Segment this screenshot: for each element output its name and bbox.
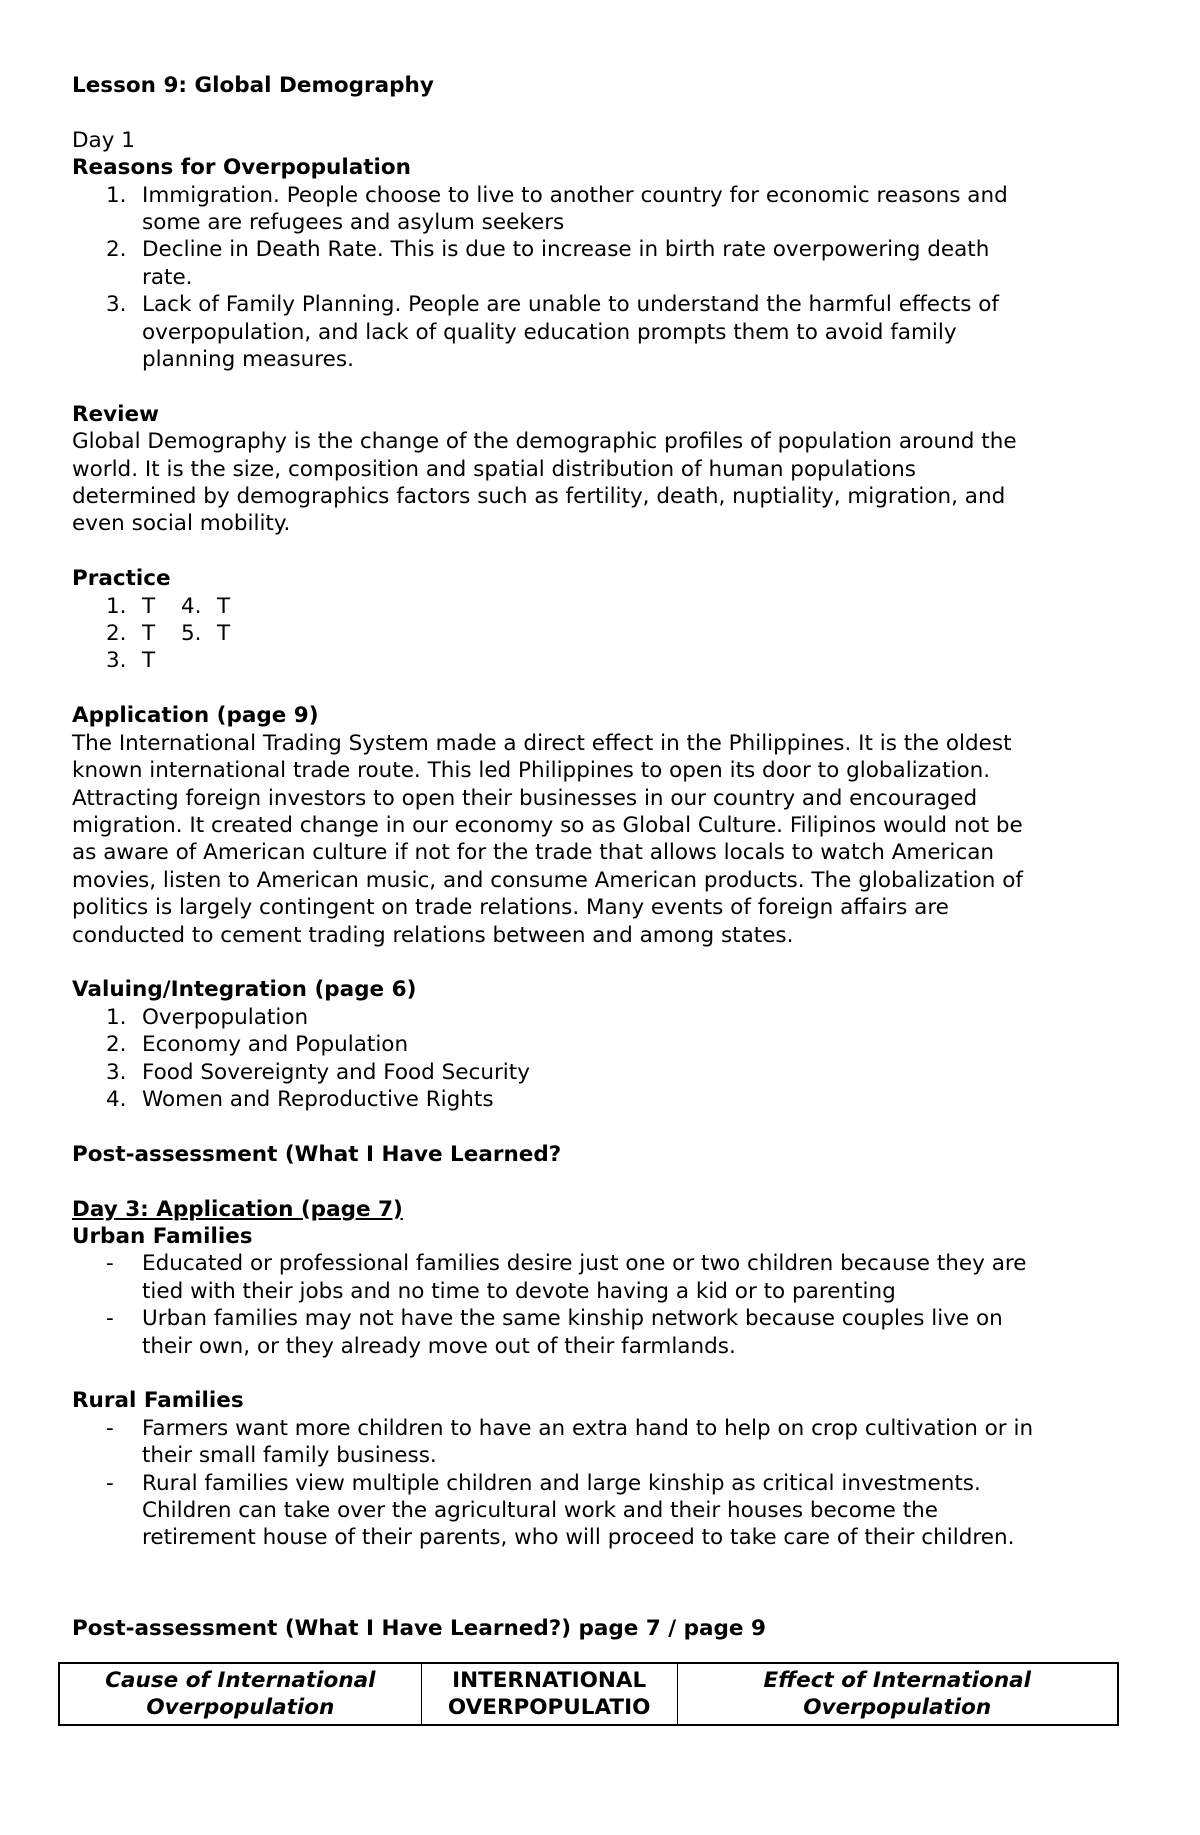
list-number: 2. [106, 237, 127, 263]
list-number: 2. [106, 1032, 127, 1058]
list-item [72, 1415, 1132, 1470]
spacer [72, 1579, 1132, 1615]
application-paragraph [72, 730, 1132, 949]
reasons-heading: Reasons for Overpopulation [72, 155, 411, 181]
list-item [72, 1031, 1132, 1058]
spacer [72, 373, 1132, 400]
list-item [72, 1470, 1132, 1552]
valuing-list [72, 1004, 1132, 1114]
list-text: Urban families may not have the same kinship network because couples live on [142, 1306, 1003, 1332]
rural-families-heading: Rural Families [72, 1388, 244, 1414]
list-text: overpopulation, and lack of quality education prompts them to avoid family [142, 319, 957, 345]
list-text: rate. [142, 264, 193, 290]
list-text: Immigration. People choose to live to another country for economic reasons and [142, 182, 1008, 208]
list-item [72, 1305, 1132, 1360]
spacer [72, 538, 1132, 565]
list-text: Children can take over the agricultural work and their houses become the [142, 1498, 939, 1523]
paragraph-line: migration. It created change in our economy so as Global Culture. Filipinos would not be [72, 812, 1023, 838]
list-text: Lack of Family Planning. People are unable to understand the harmful effects of [142, 292, 999, 318]
dash-bullet-icon: - [106, 1470, 114, 1496]
practice-column-2 [181, 593, 256, 675]
document-page [72, 72, 1132, 1643]
practice-column-1 [72, 593, 181, 675]
practice-answers [72, 593, 1132, 675]
list-text: their small family business. [142, 1443, 437, 1469]
urban-list [72, 1250, 1132, 1360]
list-item [72, 291, 1132, 373]
spacer [72, 675, 1132, 702]
paragraph-line: as aware of American culture if not for the trade that allows locals to watch American [72, 840, 995, 866]
list-number: 1. [106, 182, 127, 208]
spacer [72, 99, 1132, 126]
cause-effect-table [58, 1662, 1119, 1726]
list-text: Farmers want more children to have an extra hand to help on crop cultivation or in [142, 1415, 1034, 1441]
practice-answer: 2. T [106, 621, 156, 647]
spacer [72, 1168, 1132, 1195]
list-text: retirement house of their parents, who will proceed to take care of their children. [142, 1525, 1015, 1551]
practice-answer: 5. T [181, 621, 231, 647]
list-item [72, 236, 1132, 291]
list-text: Food Sovereignty and Food Security [142, 1059, 530, 1085]
spacer [72, 1360, 1132, 1387]
dash-bullet-icon: - [106, 1251, 114, 1277]
list-item [72, 1086, 1132, 1113]
day3-heading: Day 3: Application (page 7) [72, 1196, 403, 1222]
review-heading: Review [72, 401, 159, 427]
lesson-title: Lesson 9: Global Demography [72, 73, 434, 98]
list-text: Decline in Death Rate. This is due to increase in birth rate overpowering death [142, 237, 990, 263]
day1-label: Day 1 [72, 127, 135, 153]
paragraph-line: politics is largely contingent on trade relations. Many events of foreign affairs are [72, 895, 949, 921]
practice-answer: 3. T [106, 648, 156, 674]
practice-answer: 4. T [181, 593, 231, 619]
valuing-heading: Valuing/Integration (page 6) [72, 977, 417, 1003]
paragraph-line: determined by demographics factors such as fertility, death, nuptiality, migration, and [72, 484, 1006, 510]
list-text: planning measures. [142, 347, 354, 373]
reasons-list [72, 182, 1132, 374]
effect-column-header: Effect of International Overpopulation [677, 1663, 1118, 1725]
list-number: 3. [106, 292, 127, 318]
table-header-row [59, 1663, 1118, 1725]
list-number: 4. [106, 1086, 127, 1112]
paragraph-line: world. It is the size, composition and spatial distribution of human populations [72, 456, 916, 482]
cause-column-header: Cause of International Overpopulation [59, 1663, 421, 1725]
spacer [72, 949, 1132, 976]
rural-list [72, 1415, 1132, 1552]
list-text: Women and Reproductive Rights [142, 1086, 494, 1112]
list-text: Economy and Population [142, 1032, 409, 1058]
spacer [72, 1552, 1132, 1579]
practice-heading: Practice [72, 566, 171, 592]
paragraph-line: Global Demography is the change of the demographic profiles of population around the [72, 429, 1017, 455]
paragraph-line: movies, listen to American music, and consume American products. The globalization of [72, 867, 1023, 893]
urban-families-heading: Urban Families [72, 1223, 253, 1249]
list-text: Overpopulation [142, 1004, 309, 1030]
spacer [72, 1113, 1132, 1140]
list-item [72, 1250, 1132, 1305]
list-item [72, 1059, 1132, 1086]
list-text: tied with their jobs and no time to devote having a kid or to parenting [142, 1278, 896, 1304]
paragraph-line: conducted to cement trading relations between and among states. [72, 922, 794, 948]
paragraph-line: Attracting foreign investors to open their businesses in our country and encouraged [72, 785, 978, 811]
review-paragraph [72, 428, 1132, 538]
paragraph-line: The International Trading System made a direct effect in the Philippines. It is the oldest [72, 730, 1012, 756]
post-assessment-pages-heading: Post-assessment (What I Have Learned?) page 7 / page 9 [72, 1616, 766, 1642]
application-heading: Application (page 9) [72, 703, 319, 729]
dash-bullet-icon: - [106, 1306, 114, 1332]
list-text: their own, or they already move out of their farmlands. [142, 1333, 736, 1359]
list-text: Educated or professional families desire just one or two children because they are [142, 1251, 1027, 1277]
paragraph-line: known international trade route. This led Philippines to open its door to globalization. [72, 758, 991, 784]
post-assessment-heading: Post-assessment (What I Have Learned? [72, 1141, 562, 1167]
dash-bullet-icon: - [106, 1415, 114, 1441]
list-text: some are refugees and asylum seekers [142, 210, 565, 236]
list-number: 1. [106, 1004, 127, 1030]
list-text: Rural families view multiple children and large kinship as critical investments. [142, 1470, 981, 1496]
practice-answer: 1. T [106, 593, 156, 619]
list-number: 3. [106, 1059, 127, 1085]
paragraph-line: even social mobility. [72, 511, 291, 537]
center-column-header: INTERNATIONAL OVERPOPULATIO [421, 1663, 677, 1725]
list-item [72, 1004, 1132, 1031]
list-item [72, 182, 1132, 237]
